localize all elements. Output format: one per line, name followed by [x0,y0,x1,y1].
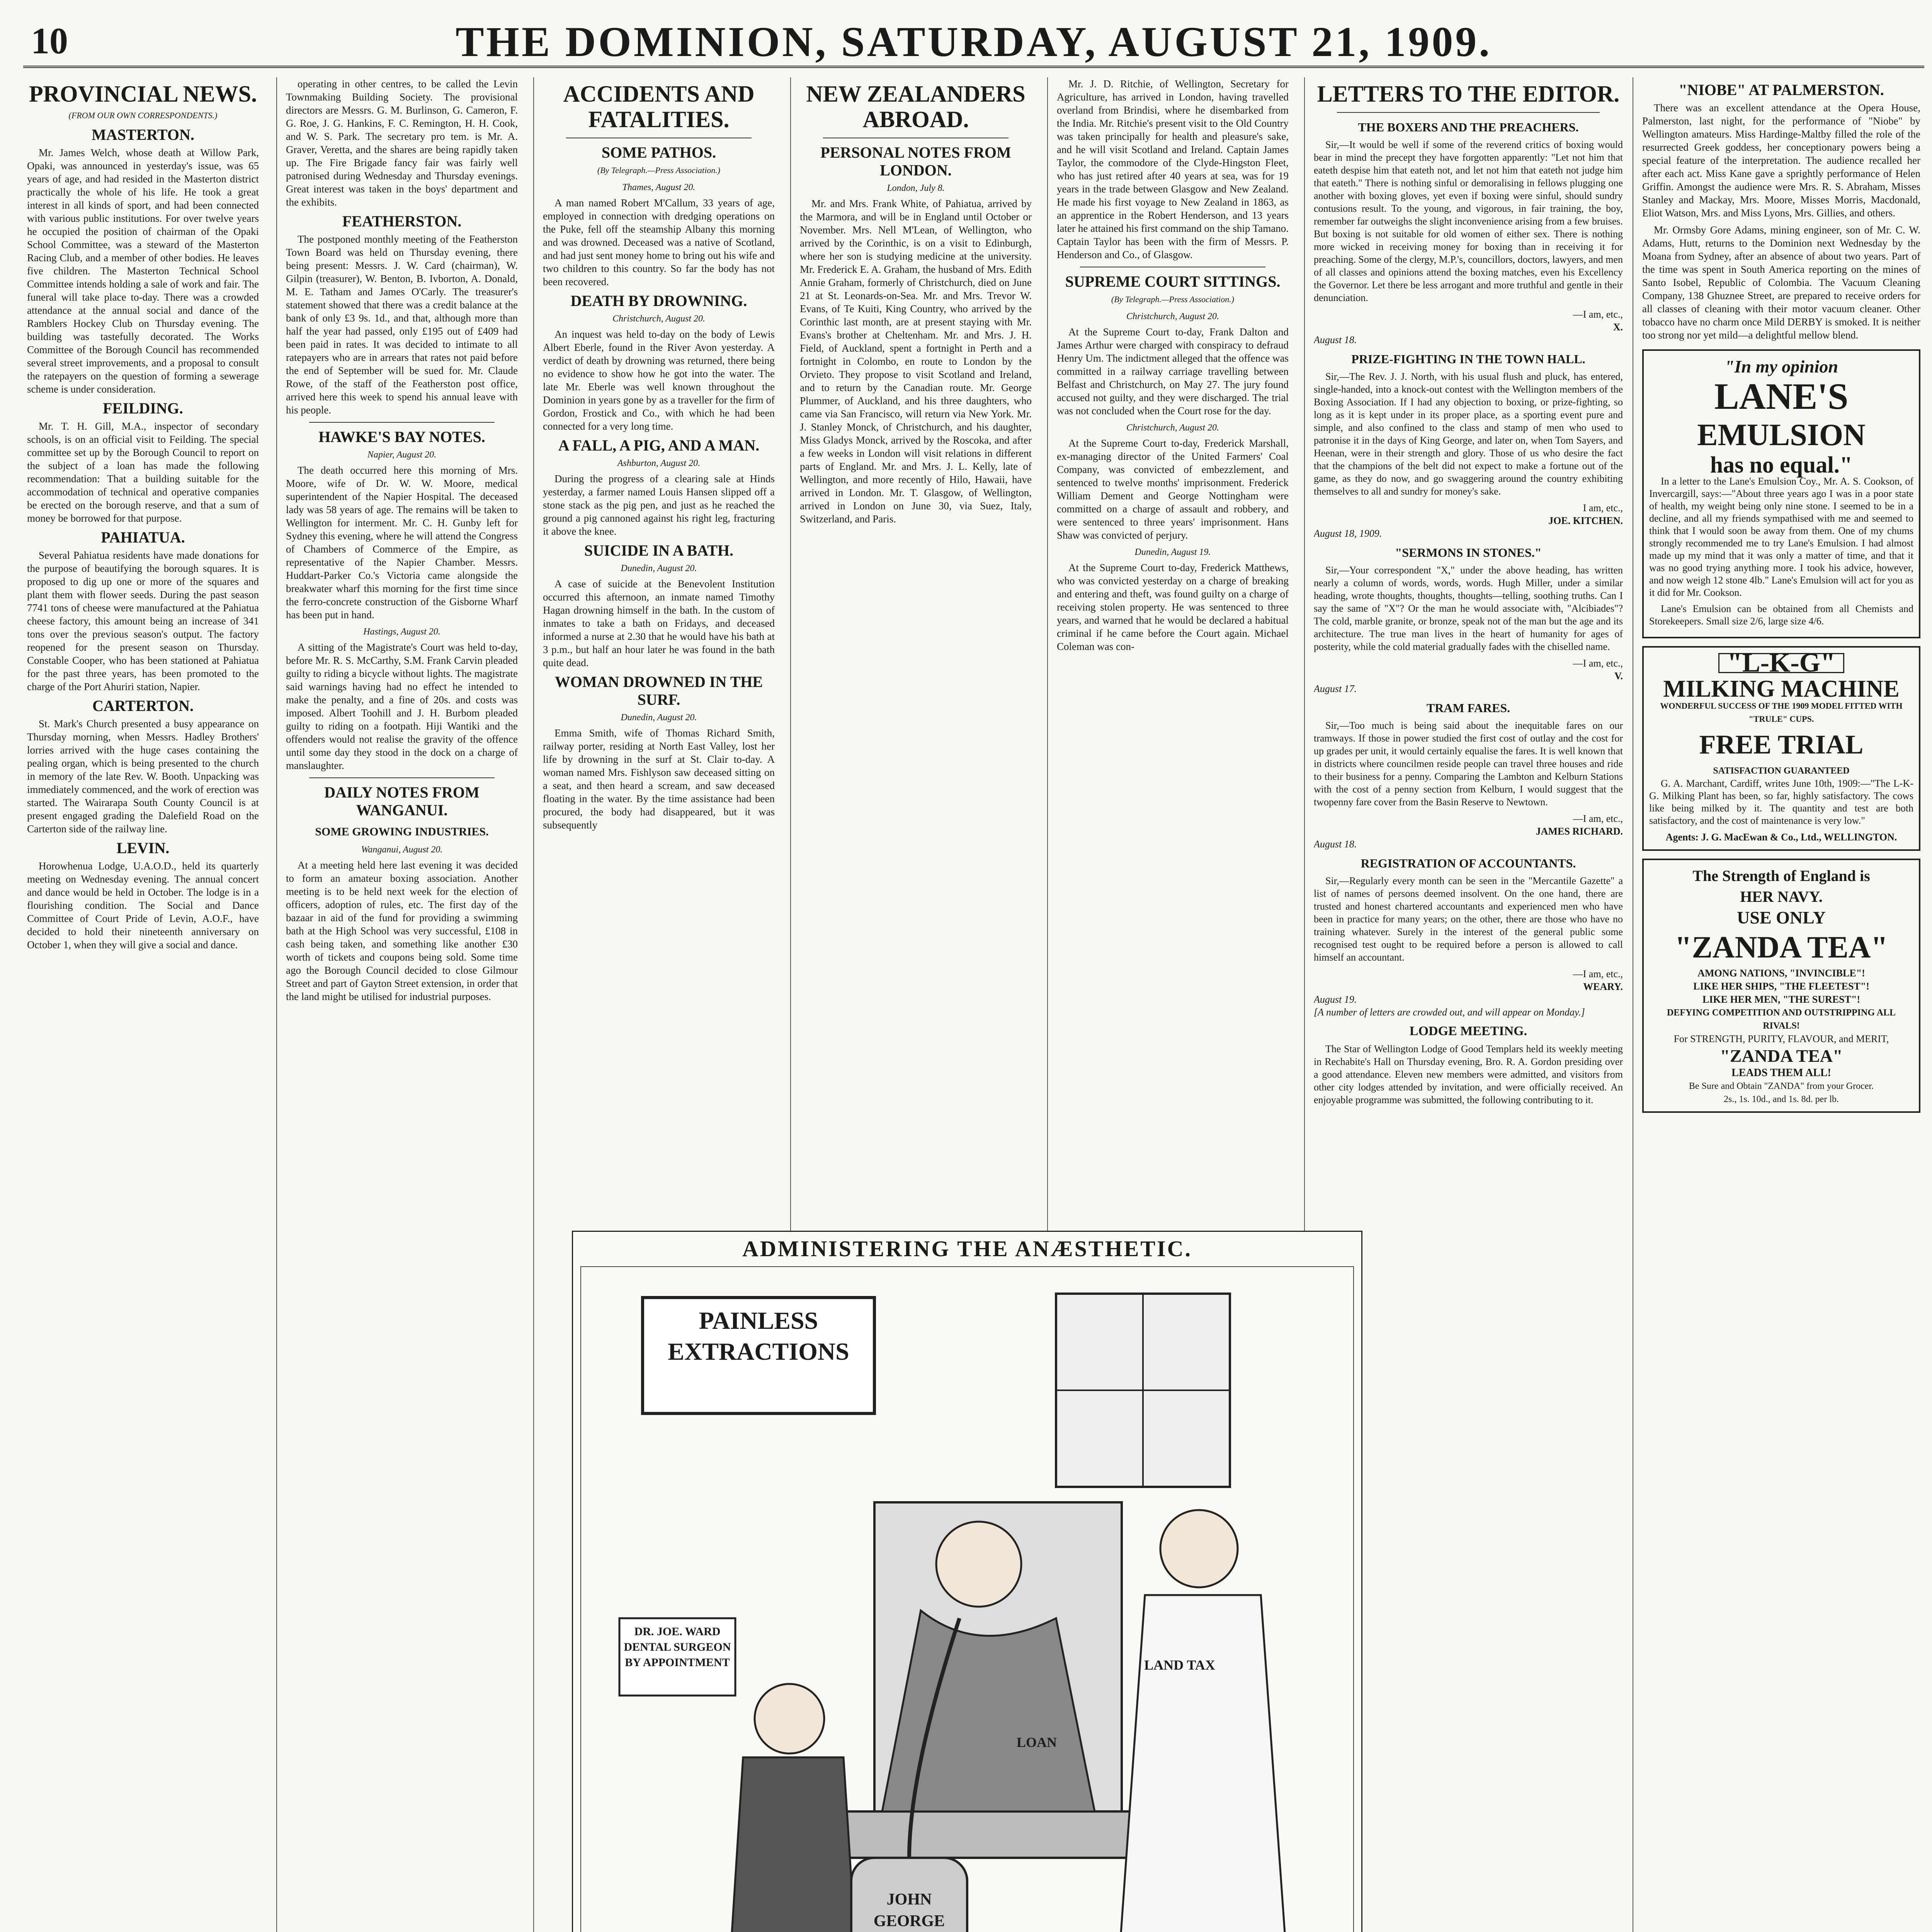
article-heading: "NIOBE" AT PALMERSTON. [1679,81,1884,99]
section-heading: NEW ZEALANDERS ABROAD. [806,81,1026,132]
cartoon-illustration [572,1231,1362,1932]
article-body: Several Pahiatua residents have made donations for the purpose of beautifying the borough squares. It is proposed to dig up one or more of the squares and plant them with flower seeds. During the past season 7741 tons of cheese were manufactured at the Pahiatua cheese factory, this amount being an increase of 341 tons over the previous season's output. The factory reopened for the present season on Thursday. Constable Cooper, who has been stationed at Pahiatua for the past three years, has been promoted to the charge of the Port Ahuriri station, Napier. [27,549,259,692]
ad-line: has no equal." [1710,452,1853,478]
letter-heading: "SERMONS IN STONES." [1395,546,1542,560]
page-number: 10 [31,20,68,61]
article-heading: A FALL, A PIG, AND A MAN. [558,437,760,454]
article-body: A sitting of the Magistrate's Court was held to-day, before Mr. R. S. McCarthy, S.M. Frank Carvin pleaded guilty to riding a bicycle without lights. The magistrate said warnings having had no effect he intended to make the penalty, and a fine of 20s. and costs was imposed. Albert Toohill and J. H. Burbom pleaded guilty to riding on a footpath. Hiji Wantiki and the offenders would not realise the gravity of the offence until some day they stood in the dock on a charge of manslaughter. [286,641,518,771]
gas-cylinder-label: JOHN GEORGE [873,1891,945,1930]
letter-signature: JAMES RICHARD. [1536,826,1623,837]
article-heading: WOMAN DROWNED IN THE SURF. [554,673,763,708]
lkg-milking-machine-ad [1642,646,1920,851]
article-body: At a meeting held here last evening it was decided to form an amateur boxing association. Another meeting is to be held next week for the election of officers, adoption of rules, etc. The first day of the bazaar in aid of the fund for providing a swimming bath at the High School was very successful, £108 in cash being taken, and something like another £30 worth of tickets and coupons being sold. Some time ago the Borough Council decided to close Gilmour Street and part of Gayton Street extension, in order that the land might be utilised for industrial purposes. [286,859,518,1002]
article-heading: PERSONAL NOTES FROM LONDON. [820,144,1011,179]
article-body: A case of suicide at the Benevolent Institution occurred this afternoon, an inmate named Timothy Hagan drowning himself in the bath. In the custom of inmates to take a bath on Fridays, and deceased informed a nurse at 2.30 that he would have his bath at 3 p.m., but half an hour later he was found in the bath quite dead. [543,578,775,668]
section-heading: LETTERS TO THE EDITOR. [1317,81,1620,107]
ad-title: MILKING MACHINE [1663,676,1900,702]
ad-trial: FREE TRIAL [1699,730,1864,760]
ad-line: "In my opinion [1725,357,1838,376]
masthead [23,8,1924,68]
section-subheading: (FROM OUR OWN CORRESPONDENTS.) [68,111,218,120]
coat-label: LAND TAX [1144,1657,1215,1673]
article-heading: CARTERTON. [92,697,194,714]
letter-signature: JOE. KITCHEN. [1548,515,1623,526]
article-body: Horowhenua Lodge, U.A.O.D., held its quarterly meeting on Wednesday evening. The annual concert and dance would be held in October. The lodge is in a flourishing condition. The Social and Dance Committee of Court Pride of Levin, A.O.F., have decided to hold their nineteenth anniversary on October 1, when they will give a social and dance. [27,860,259,951]
letter-text: It would be well if some of the reverend critics of boxing would bear in mind the precept they have forgotten apparently: "Let not him that eateth despise him that eateth not, and let not him that eateth not judge him that eateth." There is nothing sinful or demoralising in fellows plugging one another with boxing gloves, yet even if boxing were sinful, should sundry contusions result. To the young, and vigorous, in fair training, the boy, remember far outweighs the slight inconvenience arising from a few bruises. But boxing is not suitable for old women of either sex. There is nothing more wicked in receiving money for boxing than in receiving it for preaching. Some of the clergy, M.P.'s, councillors, doctors, lawyers, and men of all classes and opinions attend the boxing matches, even his Excellency the Governor. Let there be less arrogant and more truthful and gentle in their denunciation. [1314,139,1623,303]
bag-label: LOAN [1016,1735,1057,1750]
ad-line: For STRENGTH, PURITY, FLAVOUR, and MERIT, [1673,1033,1889,1044]
letter-date: August 18. [1314,334,1357,345]
zanda-tea-ad [1642,859,1920,1113]
dateline: Christchurch, August 20. [1126,423,1219,433]
letter-signature: X. [1613,321,1623,333]
ad-brand: "ZANDA TEA" [1720,1046,1843,1066]
letter-signature: WEARY. [1583,981,1623,992]
dateline: Thames, August 20. [622,182,696,192]
letter-body: Sir,—Regularly every month can be seen in the "Mercantile Gazette" a list of names of persons deemed insolvent. On the one hand, there are trusted and honest chartered accountants and experienced men who have been in practice for many years; on the other, there are those who have no training whatever. Surely in the interest of the general public some recognised test ought to be required before a person is allowed to call himself an accountant. [1314,875,1623,963]
article-heading: SUICIDE IN A BATH. [584,542,734,559]
article-body: Mr. and Mrs. Frank White, of Pahiatua, arrived by the Marmora, and will be in England until October or November. Mrs. Nell M'Lean, of Wellington, who arrived by the Corinthic, is on a visit to Edinburgh, where her son is studying medicine at the university. Mr. Frederick E. A. Graham, the husband of Mrs. Edith Annie Graham, formerly of Christchurch, died on June 21 at St. Leonards-on-Sea. Mr. and Mrs. Trevor W. Evans, of Te Kuiti, King Country, who arrived by the Corinthic last month, are at present staying with Mr. Evans's brother at Cheltenham. Mr. and Mrs. J. H. Field, of Auckland, spent a fortnight in Perth and a fortnight in Colombo, en route to London by the Orvieto. They propose to visit Scotland and Ireland, and to return by the Canadian route. Mr. George Plummer, of Auckland, and his three daughters, who came via San Francisco, will return via New York. Mr. J. Stanley Monck, of Christchurch, and his daughter, Miss Gladys Monck, arrived by the Roscoka, and after a few weeks in London will visit relations in different parts of England. Mr. and Mrs. J. L. Kelly, late of Wellington, and more recently of Hilo, Hawaii, have arrived in London. Mr. T. Glasgow, of Wellington, arrived in London on June 30, via Suez, Italy, Switzerland, and Paris. [800,198,1032,525]
letter-signoff: —I am, etc., [1573,813,1623,824]
section-heading: ACCIDENTS AND FATALITIES. [563,81,755,132]
article-heading: PAHIATUA. [101,529,185,546]
letter-body: Sir,—The Rev. J. J. North, with his usual flush and pluck, has entered, single-handed, into a knock-out contest with the Wellington members of the Boxing Association. If I had any objection to boxing, or prize-fighting, so long as it is kept under in its proper place, as a sporting event pure and simple, and also confined to the class and stamp of men who used to patronise it in the days of King George, and later on, when Tom Sayers, and Heenan, were in their strength and glory. Those of us who desire the fact that the champions of the belt did not expect to make a fortune out of the game, as they do now, and go swaggering around the country exhibiting themselves to all and sundry for money's sake. [1314,371,1623,497]
dateline: Dunedin, August 19. [1134,547,1211,557]
article-heading: SOME PATHOS. [601,144,716,161]
article-body: The Star of Wellington Lodge of Good Templars held its weekly meeting in Rechabite's Hall on Thursday evening, Bro. R. A. Gordon presiding over a good attendance. Eleven new members were admitted, and visitors from other city lodges attended by invitation, and were officially received. An enjoyable programme was submitted, the following contributing to it. [1314,1043,1623,1105]
letter-body: Sir,—Your correspondent "X," under the above heading, has written nearly a column of words, words, words. Hugh Miller, under a similar heading, wrote thoughts, thoughts, thoughts—telling, soothing truths. Can I say the same of "X"? Or the man he would associate with, "Alcibiades"? The cold, marble granite, or bronze, speak not of the man but the age and its architecture. The true man lives in the heart of humanity for ages of posterity, while the cold material gradually fades with the chiselled name. [1314,565,1623,652]
article-heading: SUPREME COURT SITTINGS. [1065,273,1281,290]
article-body: A man named Robert M'Callum, 33 years of age, employed in connection with dredging operations on the Puke, fell off the steamship Albany this morning and was drowned. Deceased was a native of Scotland, and had just sent money home to bring out his wife and two children to this country. So far the body has not been recovered. [543,197,775,287]
ad-agents: Agents: J. G. MacEwan & Co., Ltd., WELLINGTON. [1665,832,1897,843]
ad-line: DEFYING COMPETITION AND OUTSTRIPPING ALL RIVALS! [1667,1008,1896,1031]
divider [309,422,495,423]
ad-line: HER NAVY. [1740,888,1823,905]
letter-date: August 17. [1314,683,1357,694]
letter-signoff: —I am, etc., [1573,309,1623,320]
article-body: An inquest was held to-day on the body of Lewis Albert Eberle, found in the River Avon yesterday. A verdict of death by drowning was returned, there being no evidence to show how he got into the water. The late Mr. Eberle was well known throughout the Dominion in years gone by as a traveller for the firm of Gordon, Frostick and Co., with which he had been connected for a very long time. [543,328,775,432]
ad-line: AMONG NATIONS, "INVINCIBLE"! [1697,968,1865,979]
column-provincial-news [27,77,259,1932]
ad-brand: LANE'S [1714,376,1849,417]
column-new-zealanders-abroad [800,77,1032,1221]
column-accidents [543,77,775,1221]
section-heading: PROVINCIAL NEWS. [29,81,257,107]
article-heading: FEILDING. [103,400,183,417]
letter-date: August 18. [1314,838,1357,850]
dateline: Wanganui, August 20. [361,845,443,855]
article-body: operating in other centres, to be called the Levin Townmaking Building Society. The provisional directors are Messrs. G. M. Burlinson, G. Cameron, F. G. Roe, J. G. Hankins, F. C. Remington, H. H. Cook, and W. S. Park. The secretary pro tem. is Mr. A. Graver, Veretta, and the shares are being rapidly taken up. The Fire Brigade fancy fair was fairly well patronised during Wednesday and Thursday evenings. Great interest was taken in the boys' department and the exhibits. [286,78,518,208]
letter-signature: V. [1614,670,1623,682]
letter-heading: PRIZE-FIGHTING IN THE TOWN HALL. [1351,352,1585,366]
cartoon-title: ADMINISTERING THE ANÆSTHETIC. [742,1236,1192,1261]
ad-line: 2s., 1s. 10d., and 1s. 8d. per lb. [1724,1094,1839,1104]
article-body: St. Mark's Church presented a busy appearance on Thursday morning, when Messrs. Hadley Brothers' lorries arrived with the huge cases containing the pealing organ, which is being presented to the church in memory of the late Rev. W. Booth. Unpacking was immediately commenced, and the work of erection was started. The Wairarapa South County Council is at present engaged grading the Dalefield Road on the Carterton side of the railway line. [27,718,259,835]
article-body: At the Supreme Court to-day, Frederick Marshall, ex-managing director of the United Farmers' Coal Company, was convicted of embezzlement, and sentenced to twelve months' imprisonment. Frederick William Dement and George Nottingham were committed on a charge of assault and robbery, and were sentenced to three years' imprisonment. Hans Shaw was convicted of perjury. [1057,437,1289,541]
article-body: The postponed monthly meeting of the Featherston Town Board was held on Thursday evening, there being present: Messrs. J. W. Card (chairman), W. Gilpin (treasurer), W. Benton, B. Ivborton, A. Donald, M. E. Tatham and James O'Carly. The treasurer's statement showed that there was a credit balance at the bank of only £3 9s. 1d., and that, although more than half the year had passed, only £195 out of £409 had been paid in rates. It was decided to intimate to all ratepayers who are in arrears that rates not paid before the end of September will be sued for. Mr. Claude Rowe, of the staff of the Featherston post office, arrived here this week to spend his annual leave with his people. [286,233,518,416]
ad-body: In a letter to the Lane's Emulsion Coy., Mr. A. S. Cookson, of Invercargill, says:—"About three years ago I was in a poor state of health, my weight being only nine stone. I seemed to be in a decline, and all my friends sympathised with me and seemed to think that I would soon be away from them. One of my chums strongly recommended me to try Lane's Emulsion. I had almost made up my mind that it was only a matter of time, and that it was no good trying anything more. I took his advice, however, and now weigh 12 stone 4lb." Lane's Emulsion will act for you as it did for Mr. Cookson. [1649,476,1913,598]
article-heading: DEATH BY DROWNING. [570,292,747,310]
letter-body: Sir,—Too much is being said about the inequitable fares on our tramways. If those in power studied the first cost of outlay and the cost for up grades per unit, it would certainly equalise the fares. It is well known that in districts where councilmen reside people can travel three houses and ride to their business for a penny. Comparing the Lambton and Kelburn Stations with the cost of a penny section from Kelburn, I would suggest that the twopenny fare cover from the Basin Reserve to Newtown. [1314,720,1623,808]
ad-brand: "ZANDA TEA" [1675,930,1888,964]
dateline: Dunedin, August 20. [621,563,697,573]
lanes-emulsion-ad [1642,349,1920,638]
letter-heading: THE BOXERS AND THE PREACHERS. [1358,120,1579,134]
article-body: Mr. J. D. Ritchie, of Wellington, Secretary for Agriculture, has arrived in London, having travelled overland from Brindisi, where he disembarked from the India. Mr. Ritchie's present visit to the Old Country was taken principally for health and pleasure's sake, and he will visit Scotland and Ireland. Captain James Taylor, the commodore of the Clyde-Hingston Fleet, who has just retired after 40 years at sea, was for 19 years in the trade between Glasgow and New Zealand. He made his first voyage to New Zealand in 1863, as an apprentice in the Robert Henderson, and 13 years later he attained his first command on the ship Tamano. Captain Taylor has been with the firm of Messrs. P. Henderson and Co., of Glasgow. [1057,78,1289,260]
ad-line: LEADS THEM ALL! [1731,1067,1831,1079]
dateline: Christchurch, August 20. [1126,311,1219,321]
ad-line: Be Sure and Obtain "ZANDA" from your Grocer. [1689,1081,1874,1091]
article-heading: FEATHERSTON. [342,213,462,230]
letter-date: August 18, 1909. [1314,528,1382,539]
ad-subtitle: WONDERFUL SUCCESS OF THE 1909 MODEL FITTED WITH "TRULE" CUPS. [1660,701,1903,724]
ad-brand: EMULSION [1697,418,1866,452]
divider [309,777,495,778]
dateline: Christchurch, August 20. [612,314,705,324]
ad-badge: "L-K-G" [1718,653,1844,673]
dateline: London, July 8. [887,183,945,193]
ad-line: LIKE HER SHIPS, "THE FLEETEST"! [1693,981,1869,992]
letter-signoff: —I am, etc., [1573,658,1623,669]
column-rule [533,77,534,1932]
divider [1337,112,1600,113]
column-rule [276,77,277,1932]
column-supreme-court [1057,77,1289,1221]
source-line: (By Telegraph.—Press Association.) [597,165,721,175]
letter-heading: TRAM FARES. [1426,701,1510,715]
dental-surgeon-plate: DR. JOE. WARD DENTAL SURGEON BY APPOINTMENT [624,1625,731,1669]
ad-footer: Lane's Emulsion can be obtained from all Chemists and Storekeepers. Small size 2/6, large size 4/6. [1649,603,1913,627]
ad-line: The Strength of England is [1692,867,1870,884]
article-subheading: SOME GROWING INDUSTRIES. [315,825,489,838]
letter-signoff: —I am, etc., [1573,968,1623,980]
dateline: Ashburton, August 20. [617,458,701,468]
article-body: The death occurred here this morning of Mrs. Moore, wife of Dr. W. W. Moore, medical superintendent of the Napier Hospital. The deceased lady was 58 years of age. The remains will be taken to Wellington for interment. Mr. C. H. Gunby left for Sydney this evening, where he will attend the Congress of Chambers of Commerce of the Empire, as representative of the Napier Chamber. Messrs. Huddart-Parker Co.'s Victoria came alongside the breakwater wharf this morning for the first time since the ferro-concrete construction of the Gisborne Wharf has been put in hand. [286,464,518,621]
masthead-title: THE DOMINION, SATURDAY, AUGUST 21, 1909. [456,18,1492,65]
letter-signoff: I am, etc., [1583,502,1623,514]
source-line: (By Telegraph.—Press Association.) [1111,294,1235,304]
ad-line: LIKE HER MEN, "THE SUREST"! [1702,994,1861,1005]
article-body: Mr. T. H. Gill, M.A., inspector of secondary schools, is on an official visit to Feilding. The special committee set up by the Borough Council to report on the subject of a loan has made the following recommendation: That a building suitable for the accommodation of technical and operative companies be erected on the borough reserve, and that a sum of money be borrowed for that purpose. [27,420,259,524]
article-body: At the Supreme Court to-day, Frederick Matthews, who was convicted yesterday on a charge of breaking and entering and theft, was found guilty on a charge of receiving stolen property. He was sentenced to three years, and warned that he would be declared a habitual criminal if he came before the Court again. Michael Coleman was con- [1057,562,1289,652]
article-body: During the progress of a clearing sale at Hinds yesterday, a farmer named Louis Hansen slipped off a stone stack as the pig pen, and just as he reached the ground a pig cannoned against his right leg, fracturing it above the knee. [543,473,775,537]
letter-body [1314,138,1623,304]
dateline: Dunedin, August 20. [621,713,697,723]
column-district-notes [286,77,518,1932]
article-heading: DAILY NOTES FROM WANGANUI. [324,784,480,819]
article-heading: HAWKE'S BAY NOTES. [318,428,485,446]
article-heading: MASTERTON. [92,126,194,143]
article-body: Mr. James Welch, whose death at Willow Park, Opaki, was announced in yesterday's issue, was 65 years of age, and had resided in the Masterton district practically the whole of his life. He took a great interest in all kinds of sport, and had been connected with various public institutions. For over twelve years he occupied the position of chairman of the Opaki School Committee, was a steward of the Masterton Racing Club, and a member of other bodies. He leaves five children. The Masterton Technical School Committee intends holding a sale of work and fair. The funeral will take place to-day. There was a crowded attendance at the annual social and dance of the Ramblers Hockey Club on Thursday evening. The building was tastefully decorated. The Works Committee of the Borough Council has recommended several street improvements, and a proposal to consult the ratepayers on the question of forming a sewerage scheme is under consideration. [27,147,259,395]
letter-heading: REGISTRATION OF ACCOUNTANTS. [1361,856,1576,870]
article-body: At the Supreme Court to-day, Frank Dalton and James Arthur were charged with conspiracy to defraud Henry Um. The indictment alleged that the offence was committed in a railway carriage travelling between Belfast and Christchurch, on May 27. The jury found accused not guilty, and they were discharged. The trial was not concluded when the Court rose for the day. [1057,326,1289,417]
column-niobe-and-ads [1642,77,1920,1932]
article-heading: LODGE MEETING. [1409,1024,1527,1038]
dateline: Hastings, August 20. [363,627,440,637]
editor-note: [A number of letters are crowded out, and will appear on Monday.] [1314,1007,1585,1018]
ad-testimonial: G. A. Marchant, Cardiff, writes June 10th, 1909:—"The L-K-G. Milking Plant has been, so far, highly satisfactory. The cows like being milked by it. The quantity and test are both satisfactory, and the cost of maintenance is very low." [1649,778,1913,826]
ad-trial-sub: SATISFACTION GUARANTEED [1713,766,1850,776]
ad-line: USE ONLY [1737,908,1826,927]
letter-salutation: Sir,— [1325,139,1349,150]
dateline: Napier, August 20. [367,450,437,460]
article-body: Emma Smith, wife of Thomas Richard Smith, railway porter, residing at North East Valley, lost her life by drowning in the surf at St. Clair to-day. A woman named Mrs. Fishlyson saw deceased sitting on a seat, and then heard a scream, and saw deceased floating in the water. By the time assistance had been procured, the body had disappeared, but it was subsequently [543,727,775,831]
article-body: Mr. Ormsby Gore Adams, mining engineer, son of Mr. C. W. Adams, Hutt, returns to the Dominion next Wednesday by the Moana from Sydney, after an absence of about two years. Part of the time was spent in South America reporting on the mines of Santo Isobel, Republic of Colombia. The Vacuum Cleaning Company, 138 Ghuznee Street, are prepared to receive orders for all classes of cleaning with their motor vacuum cleaner. Other tobacco have no charm once Mild DERBY is smoked. It is neither too strong nor yet mild—a delightful mellow blend. [1642,224,1920,341]
article-body: There was an excellent attendance at the Opera House, Palmerston, last night, for the performance of "Niobe" by Wellington amateurs. Miss Hardinge-Maltby filled the role of the resurrected Greek goddess, her conceptionary powers being a special feature of the interpretation. The audience recalled her after each act. Miss Kane gave a sprightly performance of Helen Griffin. Amongst the audience were Mrs. R. S. Abraham, Misses Stanley and Mackay, Mrs. Moore, Misses Morris, Macdonald, Eliot Watson, Mrs. and Miss Lyons, Mrs. Gillies, and others. [1642,102,1920,219]
letter-date: August 19. [1314,994,1357,1005]
article-heading: LEVIN. [116,839,170,857]
painless-extractions-sign: PAINLESS EXTRACTIONS [668,1307,849,1365]
